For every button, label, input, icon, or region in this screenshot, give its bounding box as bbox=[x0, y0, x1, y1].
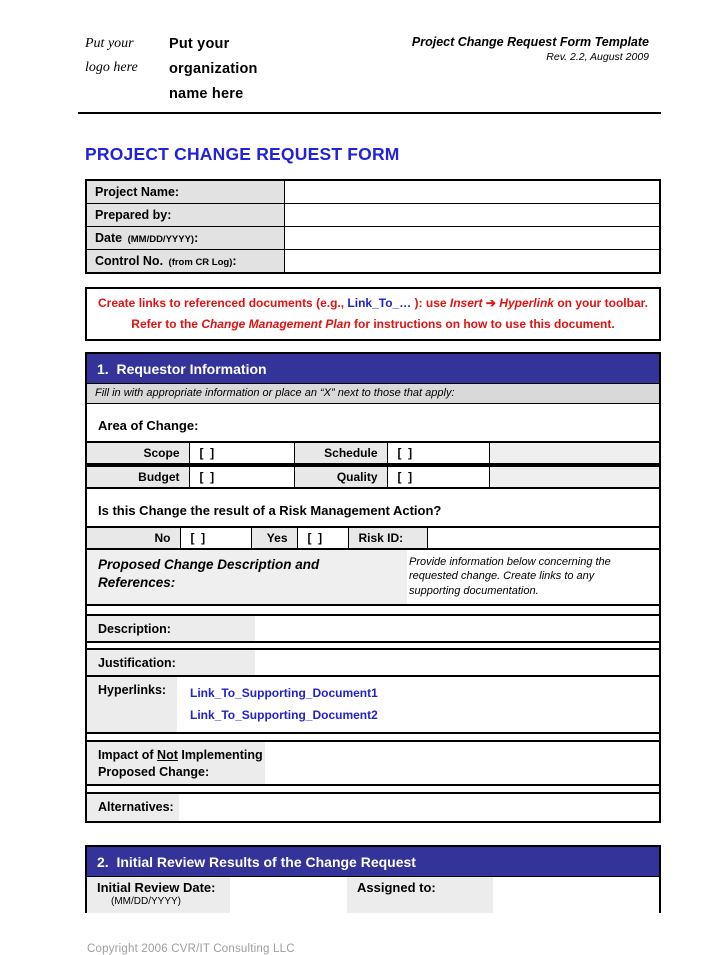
notice-text: Refer to the bbox=[131, 317, 202, 331]
revision-label: Rev. 2.2, August 2009 bbox=[546, 51, 649, 63]
supporting-document-link-1[interactable]: Link_To_Supporting_Document1 bbox=[190, 686, 378, 701]
prepared-by-label bbox=[86, 204, 285, 227]
alternatives-label: Alternatives: bbox=[87, 794, 179, 821]
section-2-header: 2. Initial Review Results of the Change Request bbox=[87, 847, 659, 877]
budget-checkbox[interactable]: [ ] bbox=[189, 466, 294, 488]
copyright-notice: Copyright 2006 CVR/IT Consulting LLC bbox=[87, 942, 295, 955]
description-row bbox=[87, 614, 659, 643]
control-no-label bbox=[86, 250, 285, 274]
risk-no-checkbox[interactable]: [ ] bbox=[180, 527, 251, 549]
logo-placeholder-line: Put your bbox=[85, 36, 134, 51]
logo-placeholder bbox=[85, 32, 169, 107]
page-header bbox=[85, 0, 661, 107]
organization-name-line: organization bbox=[169, 61, 258, 77]
plan-name-text: Change Management Plan bbox=[201, 317, 351, 331]
initial-review-date-label: Initial Review Date: bbox=[97, 879, 216, 895]
impact-label-line-1 bbox=[98, 748, 263, 762]
table-row bbox=[86, 180, 660, 204]
schedule-checkbox[interactable]: [ ] bbox=[387, 442, 489, 464]
justification-row bbox=[87, 648, 659, 677]
risk-answer-row bbox=[87, 526, 659, 550]
proposed-change-row bbox=[87, 550, 659, 606]
project-name-label bbox=[86, 180, 285, 204]
label-text: Control No. bbox=[95, 254, 164, 268]
risk-id-label: Risk ID: bbox=[348, 527, 427, 549]
control-no-value-cell[interactable] bbox=[285, 250, 661, 274]
header-right bbox=[412, 32, 661, 107]
document-page bbox=[85, 0, 661, 955]
supporting-document-link-2[interactable]: Link_To_Supporting_Document2 bbox=[190, 708, 378, 723]
hyperlinks-label: Hyperlinks: bbox=[87, 677, 177, 732]
filler-cell bbox=[489, 466, 659, 488]
risk-question: Is this Change the result of a Risk Management Action? bbox=[98, 503, 442, 518]
section-1-header: 1. Requestor Information bbox=[87, 354, 659, 384]
risk-yes-label: Yes bbox=[251, 527, 297, 549]
schedule-label: Schedule bbox=[294, 442, 387, 464]
project-name-value-cell[interactable] bbox=[285, 180, 661, 204]
label-suffix: : bbox=[194, 231, 199, 245]
hyperlinks-value-cell bbox=[177, 677, 659, 732]
scope-label: Scope bbox=[87, 442, 189, 464]
notice-text: Create links to referenced documents (e.g., bbox=[98, 296, 348, 310]
label-small-text: (from CR Log) bbox=[168, 257, 233, 268]
sample-link-text: Link_To_… bbox=[347, 296, 412, 310]
description-label: Description: bbox=[87, 616, 255, 641]
justification-value-cell[interactable] bbox=[255, 650, 659, 675]
organization-name-line: Put your bbox=[169, 36, 230, 52]
quality-label: Quality bbox=[294, 466, 387, 488]
assigned-to-value-cell[interactable] bbox=[493, 877, 659, 913]
initial-review-date-value-cell[interactable] bbox=[230, 877, 347, 913]
proposed-change-label: Proposed Change Description and References: bbox=[87, 550, 407, 604]
impact-text: Implementing bbox=[177, 748, 263, 763]
risk-no-label: No bbox=[87, 527, 180, 549]
initial-review-date-label-cell bbox=[87, 877, 230, 913]
section-initial-review bbox=[85, 845, 661, 913]
label-text: Date bbox=[95, 231, 123, 245]
scope-checkbox[interactable]: [ ] bbox=[189, 442, 294, 464]
table-row bbox=[87, 466, 659, 488]
date-value-cell[interactable] bbox=[285, 227, 661, 250]
label-text: Project Name: bbox=[95, 185, 180, 199]
proposed-change-note: Provide information below concerning the requested change. Create links to any supporting documentation. bbox=[409, 556, 611, 597]
impact-label-line-2: Proposed Change: bbox=[98, 764, 210, 779]
notice-text: on your toolbar. bbox=[553, 296, 648, 310]
document-title: Project Change Request Form Template bbox=[411, 35, 649, 49]
impact-text: Impact of bbox=[98, 748, 158, 763]
section-1-note: Fill in with appropriate information or place an “X” next to those that apply: bbox=[87, 384, 659, 404]
arrow-icon: ➔ bbox=[482, 296, 500, 310]
assigned-to-label: Assigned to: bbox=[347, 877, 493, 913]
organization-name-placeholder bbox=[169, 32, 319, 107]
header-divider bbox=[78, 112, 661, 114]
label-text: Prepared by: bbox=[95, 208, 172, 222]
justification-label: Justification: bbox=[87, 650, 255, 675]
table-row bbox=[86, 250, 660, 274]
impact-row bbox=[87, 740, 659, 786]
table-row bbox=[86, 227, 660, 250]
hyperlinks-row bbox=[87, 677, 659, 734]
risk-yes-checkbox[interactable]: [ ] bbox=[297, 527, 348, 549]
risk-id-value-cell[interactable] bbox=[427, 527, 659, 549]
section-requestor-information bbox=[85, 352, 661, 823]
prepared-by-value-cell[interactable] bbox=[285, 204, 661, 227]
logo-placeholder-line: logo here bbox=[85, 60, 138, 75]
page-title: PROJECT CHANGE REQUEST FORM bbox=[85, 144, 400, 164]
impact-value-cell[interactable] bbox=[265, 742, 659, 784]
impact-not-text: Not bbox=[157, 748, 178, 763]
label-small-text: (MM/DD/YYYY) bbox=[127, 234, 195, 245]
table-row bbox=[87, 527, 659, 549]
area-of-change-heading: Area of Change: bbox=[98, 418, 199, 433]
alternatives-value-cell[interactable] bbox=[179, 794, 659, 821]
initial-review-date-format: (MM/DD/YYYY) bbox=[111, 895, 181, 907]
impact-label bbox=[87, 742, 265, 784]
instructions-notice bbox=[85, 287, 661, 341]
table-row bbox=[87, 442, 659, 464]
project-info-table bbox=[85, 179, 661, 274]
organization-name-line: name here bbox=[169, 86, 244, 102]
initial-review-row bbox=[87, 877, 659, 913]
table-row bbox=[86, 204, 660, 227]
description-value-cell[interactable] bbox=[255, 616, 659, 641]
notice-text: ): use bbox=[411, 296, 450, 310]
menu-name-insert: Insert bbox=[449, 296, 483, 310]
quality-checkbox[interactable]: [ ] bbox=[387, 466, 489, 488]
label-suffix: : bbox=[232, 254, 237, 268]
date-label bbox=[86, 227, 285, 250]
notice-line-2 bbox=[91, 317, 655, 331]
menu-name-hyperlink: Hyperlink bbox=[499, 296, 554, 310]
alternatives-row bbox=[87, 792, 659, 821]
notice-line-1 bbox=[91, 296, 655, 310]
area-of-change-row-2 bbox=[87, 465, 659, 489]
budget-label: Budget bbox=[87, 466, 189, 488]
notice-text: for instructions on how to use this document. bbox=[350, 317, 615, 331]
filler-cell bbox=[489, 442, 659, 464]
area-of-change-row-1 bbox=[87, 441, 659, 465]
